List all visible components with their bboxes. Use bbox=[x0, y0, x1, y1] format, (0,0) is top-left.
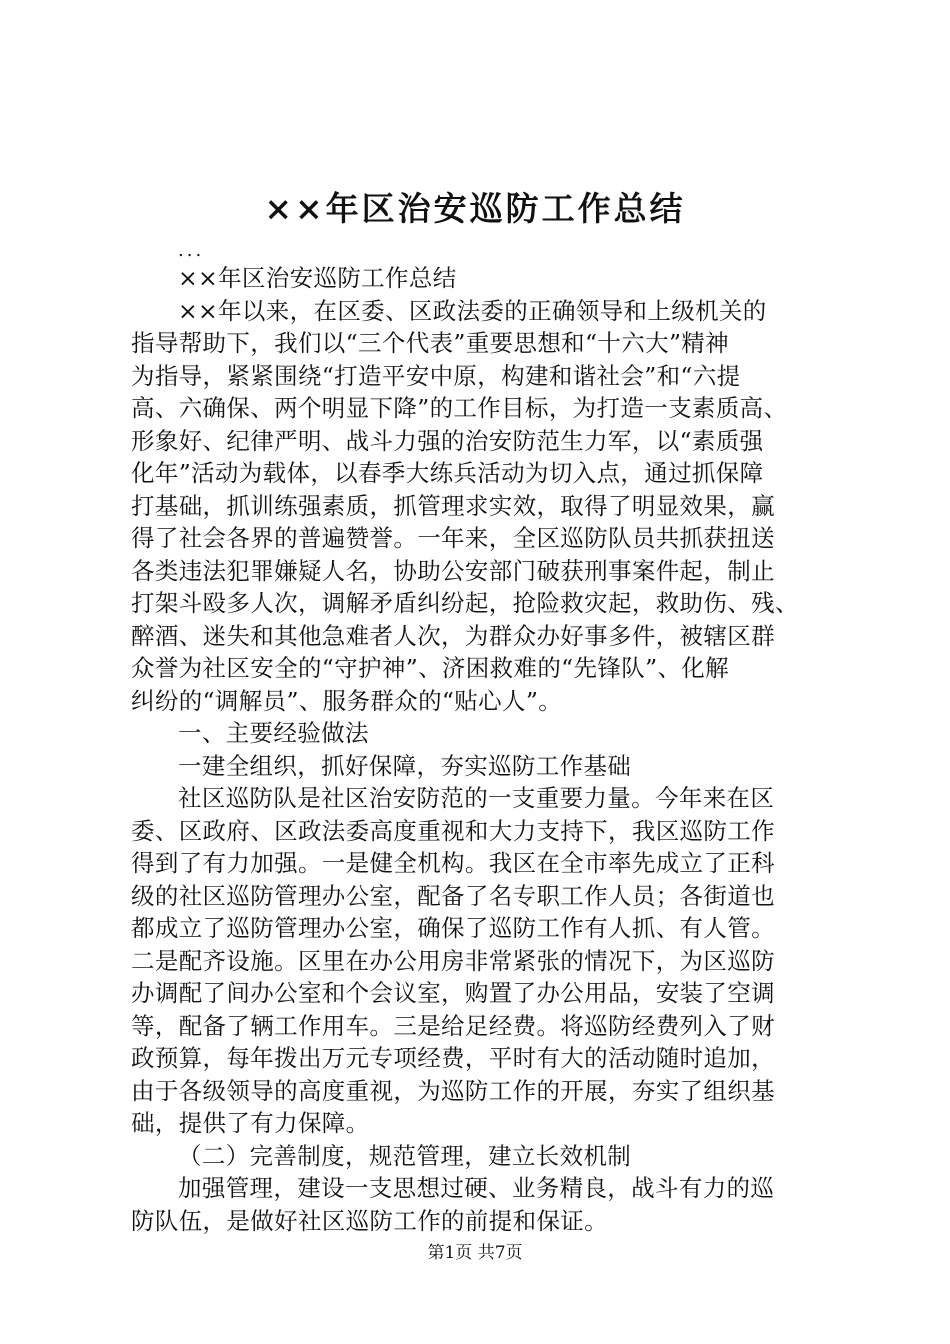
text-line: 政预算，每年拨出万元专项经费，平时有大的活动随时追加， bbox=[131, 1044, 775, 1072]
text-line: 得到了有力加强。一是健全机构。我区在全市率先成立了正科 bbox=[131, 849, 775, 877]
text-line: 委、区政府、区政法委高度重视和大力支持下，我区巡防工作 bbox=[131, 816, 775, 845]
text-line: 一建全组织，抓好保障，夯实巡防工作基础 bbox=[178, 751, 632, 780]
text-line: 指导帮助下，我们以“三个代表”重要思想和“十六大”精神 bbox=[131, 329, 730, 357]
text-line: 等，配备了辆工作用车。三是给足经费。将巡防经费列入了财 bbox=[131, 1011, 775, 1040]
text-line: 级的社区巡防管理办公室，配备了名专职工作人员；各街道也 bbox=[131, 881, 775, 910]
text-line: 高、六确保、两个明显下降”的工作目标，为打造一支素质高、 bbox=[131, 394, 788, 422]
text-line: 打基础，抓训练强素质，抓管理求实效，取得了明显效果，赢 bbox=[131, 491, 775, 520]
text-line: 二是配齐设施。区里在办公用房非常紧张的情况下，为区巡防 bbox=[131, 946, 775, 975]
text-line: 都成立了巡防管理办公室，确保了巡防工作有人抓、有人管。 bbox=[131, 914, 775, 942]
text-line: 众誉为社区安全的“守护神”、济困救难的“先锋队”、化解 bbox=[131, 654, 730, 682]
document-title: ××年区治安巡防工作总结 bbox=[264, 189, 686, 228]
text-line: 础，提供了有力保障。 bbox=[131, 1109, 370, 1137]
text-line: 各类违法犯罪嫌疑人名，协助公安部门破获刑事案件起，制止 bbox=[131, 556, 775, 585]
text-line: 社区巡防队是社区治安防范的一支重要力量。今年来在区 bbox=[178, 784, 775, 812]
text-line: 化年”活动为载体，以春季大练兵活动为切入点，通过抓保障 bbox=[131, 459, 764, 487]
text-line: 纠纷的“调解员”、服务群众的“贴心人”。 bbox=[131, 686, 563, 715]
text-line: 加强管理，建设一支思想过硬、业务精良，战斗有力的巡 bbox=[178, 1174, 775, 1202]
document-body bbox=[131, 240, 831, 1237]
page-footer: 第1页 共7页 bbox=[427, 1243, 523, 1263]
text-line: 办调配了间办公室和个会议室，购置了办公用品，安装了空调 bbox=[131, 979, 775, 1007]
text-line: ××年以来，在区委、区政法委的正确领导和上级机关的 bbox=[178, 296, 767, 325]
text-line: 防队伍，是做好社区巡防工作的前提和保证。 bbox=[131, 1206, 608, 1235]
text-line: 由于各级领导的高度重视，为巡防工作的开展，夯实了组织基 bbox=[131, 1076, 775, 1105]
text-line: （二）完善制度，规范管理，建立长效机制 bbox=[178, 1141, 632, 1170]
text-line: 一、主要经验做法 bbox=[178, 719, 369, 747]
text-line: ××年区治安巡防工作总结 bbox=[178, 264, 457, 292]
text-line: 为指导，紧紧围绕“打造平安中原，构建和谐社会”和“六提 bbox=[131, 361, 741, 390]
text-line: 醉酒、迷失和其他急难者人次，为群众办好事多件，被辖区群 bbox=[131, 621, 775, 650]
text-line: 形象好、纪律严明、战斗力强的治安防范生力军，以“素质强 bbox=[131, 426, 764, 455]
text-line: 得了社会各界的普遍赞誉。一年来，全区巡防队员共抓获扭送 bbox=[131, 524, 775, 552]
text-line: 打架斗殴多人次，调解矛盾纠纷起，抢险救灾起，救助伤、残、 bbox=[131, 589, 799, 617]
ellipsis-marker: ... bbox=[178, 240, 205, 261]
paragraph-lines bbox=[131, 262, 831, 1237]
